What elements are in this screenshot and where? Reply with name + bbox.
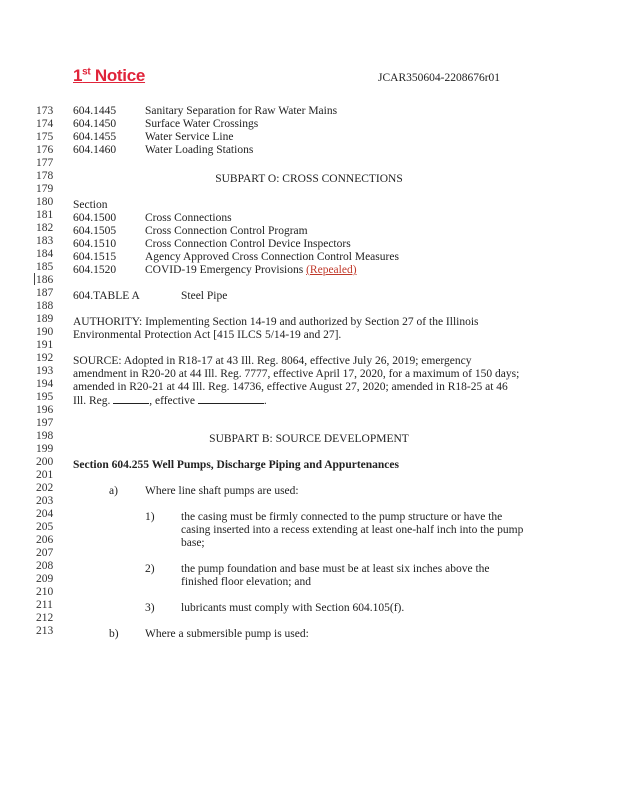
toc-num: 604.1515 — [73, 251, 117, 263]
toc-num: 604.1505 — [73, 225, 117, 237]
line-number: 204 — [36, 508, 54, 520]
line-number: 203 — [36, 495, 54, 507]
toc-num: 604.1450 — [73, 118, 117, 130]
item-text: base; — [181, 537, 205, 549]
toc-title: Cross Connection Control Program — [145, 225, 308, 237]
item-text: the pump foundation and base must be at least six inches above the — [181, 563, 490, 575]
notice-label: 1st Notice — [73, 66, 146, 85]
document-id: JCAR350604-2208676r01 — [378, 72, 501, 84]
item-label: a) — [109, 485, 118, 497]
source-line: Ill. Reg. , effective . — [73, 395, 267, 407]
line-number: 191 — [36, 339, 54, 351]
line-number: 196 — [36, 404, 54, 416]
source-line: SOURCE: Adopted in R18-17 at 43 Ill. Reg. 8064, effective July 26, 2019; emergency — [73, 355, 472, 367]
line-number: 210 — [36, 586, 54, 598]
toc-title: Cross Connection Control Device Inspectors — [145, 238, 351, 250]
section-heading: Section 604.255 Well Pumps, Discharge Piping and Appurtenances — [73, 459, 399, 471]
line-number: 194 — [36, 378, 54, 390]
item-text: lubricants must comply with Section 604.105(f). — [181, 602, 405, 614]
blank-line — [198, 394, 264, 404]
toc-title: Cross Connections — [145, 212, 232, 224]
line-number: 198 — [36, 430, 54, 442]
table-a-title: Steel Pipe — [181, 290, 228, 302]
line-number: 180 — [36, 196, 54, 208]
item-text: finished floor elevation; and — [181, 576, 311, 588]
line-number: 211 — [36, 599, 53, 611]
line-number: 207 — [36, 547, 54, 559]
line-number: 184 — [36, 248, 54, 260]
line-number: 209 — [36, 573, 54, 585]
line-number: 212 — [36, 612, 54, 624]
authority-line: AUTHORITY: Implementing Section 14-19 and authorized by Section 27 of the Illinois — [73, 316, 479, 328]
toc-num: 604.1520 — [73, 264, 117, 276]
line-number: 193 — [36, 365, 54, 377]
toc-title: Agency Approved Cross Connection Control Measures — [145, 251, 399, 263]
line-number: 201 — [36, 469, 54, 481]
line-number: 176 — [36, 144, 54, 156]
source-line: amendment in R20-20 at 44 Ill. Reg. 7777, effective April 17, 2020, for a maximum of 150 days; — [73, 368, 520, 380]
subpart-b-heading: SUBPART B: SOURCE DEVELOPMENT — [209, 433, 409, 445]
line-number: 197 — [36, 417, 54, 429]
toc-title: COVID-19 Emergency Provisions (Repealed) — [145, 264, 357, 276]
toc-title: Surface Water Crossings — [145, 118, 259, 130]
line-number: 208 — [36, 560, 54, 572]
line-number: 200 — [36, 456, 54, 468]
item-text: the casing must be firmly connected to the pump structure or have the — [181, 511, 503, 523]
item-text: Where a submersible pump is used: — [145, 628, 309, 640]
toc-num: 604.1510 — [73, 238, 117, 250]
line-number: 185 — [36, 261, 54, 273]
line-number: 175 — [36, 131, 54, 143]
line-number: 173 — [36, 105, 54, 117]
authority-line: Environmental Protection Act [415 ILCS 5/14-19 and 27]. — [73, 329, 342, 341]
line-number: 186 — [36, 274, 54, 286]
line-number: 192 — [36, 352, 54, 364]
toc-num: 604.1460 — [73, 144, 117, 156]
item-text: Where line shaft pumps are used: — [145, 485, 299, 497]
toc-title: Water Loading Stations — [145, 144, 254, 156]
line-number: 182 — [36, 222, 54, 234]
item-label: 2) — [145, 563, 155, 575]
line-number: 183 — [36, 235, 54, 247]
source-line: amended in R20-21 at 44 Ill. Reg. 14736, effective August 27, 2020; amended in R18-25 at 46 — [73, 381, 508, 393]
line-number: 213 — [36, 625, 54, 637]
line-number: 195 — [36, 391, 54, 403]
toc-title: Water Service Line — [145, 131, 234, 143]
table-a-num: 604.TABLE A — [73, 290, 140, 302]
section-label: Section — [73, 199, 108, 211]
toc-title: Sanitary Separation for Raw Water Mains — [145, 105, 338, 117]
toc-num: 604.1455 — [73, 131, 117, 143]
line-number: 179 — [36, 183, 54, 195]
line-number: 188 — [36, 300, 54, 312]
line-number: 199 — [36, 443, 54, 455]
item-text: casing inserted into a recess extending at least one-half inch into the pump — [181, 524, 524, 536]
line-number: 202 — [36, 482, 54, 494]
blank-line — [113, 394, 149, 404]
line-number: 177 — [36, 157, 54, 169]
line-number: 205 — [36, 521, 54, 533]
item-label: 1) — [145, 511, 155, 523]
line-number: 174 — [36, 118, 54, 130]
line-number: 187 — [36, 287, 54, 299]
toc-num: 604.1445 — [73, 105, 117, 117]
repealed-insertion: (Repealed) — [306, 264, 357, 276]
line-number: 181 — [36, 209, 54, 221]
line-number: 190 — [36, 326, 54, 338]
item-label: b) — [109, 628, 119, 640]
change-bar — [34, 273, 35, 285]
toc-num: 604.1500 — [73, 212, 117, 224]
item-label: 3) — [145, 602, 155, 614]
line-number: 206 — [36, 534, 54, 546]
line-number: 178 — [36, 170, 54, 182]
line-number: 189 — [36, 313, 54, 325]
subpart-o-heading: SUBPART O: CROSS CONNECTIONS — [215, 173, 403, 185]
